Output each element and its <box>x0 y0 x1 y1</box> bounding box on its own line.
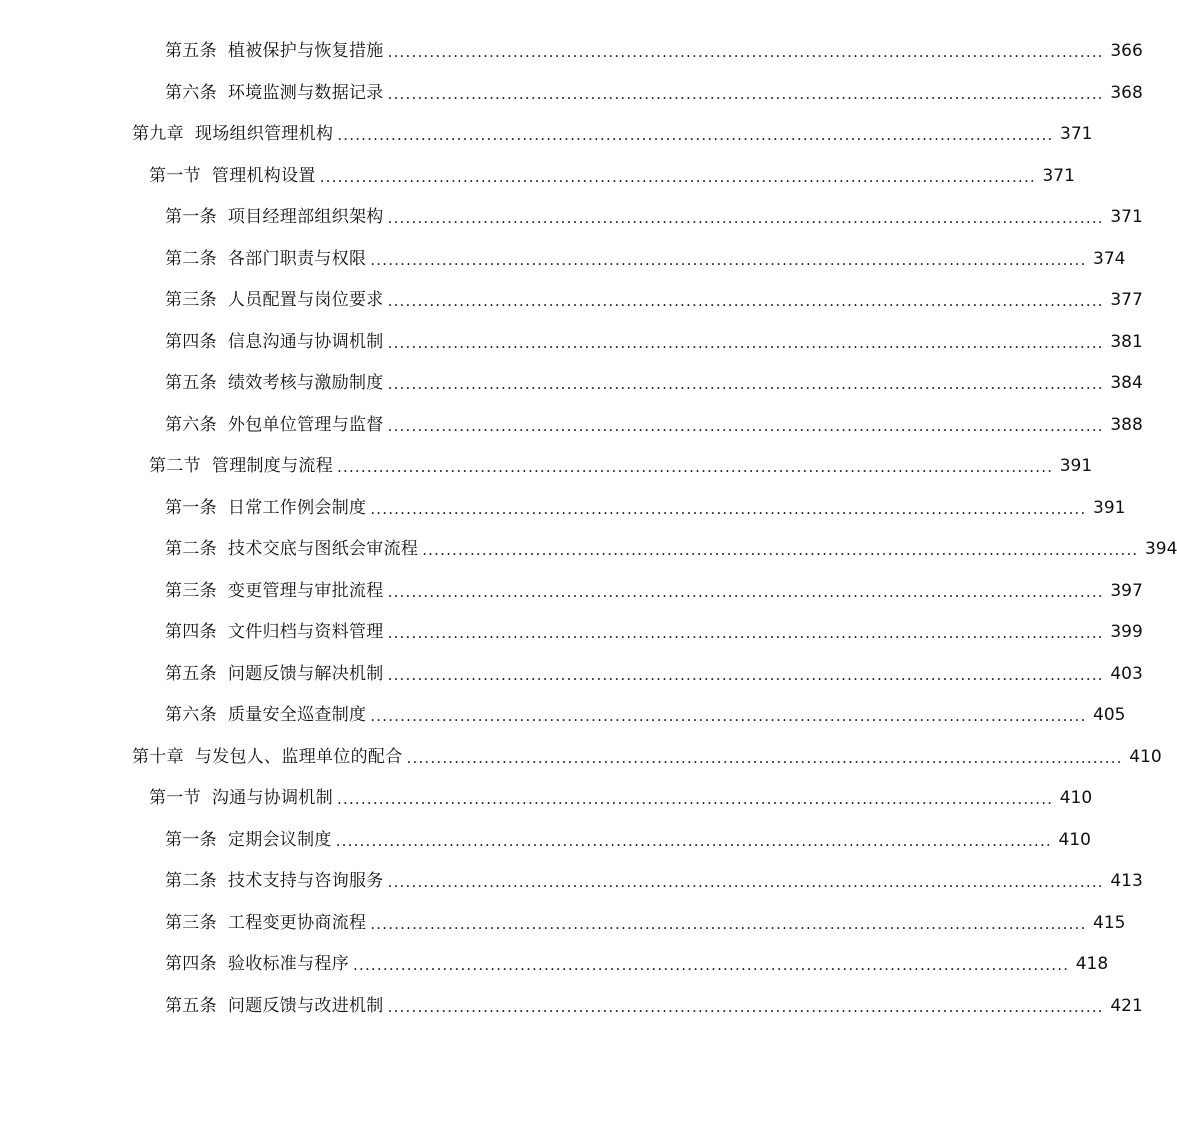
toc-entry-label <box>165 624 384 641</box>
toc-dot-leader: ........................................................................................................................ <box>387 209 1104 228</box>
toc-page-number: 421 <box>1110 995 1143 1016</box>
toc-entry-label <box>132 126 333 143</box>
toc-page-number: 415 <box>1093 912 1126 933</box>
toc-entry-15[interactable] <box>0 612 1143 654</box>
toc-entry-4[interactable] <box>0 156 1075 198</box>
toc-page-number: 377 <box>1110 290 1143 311</box>
toc-entry-13[interactable] <box>0 529 1177 571</box>
toc-entry-title: 变更管理与审批流程 <box>227 580 384 601</box>
toc-dot-leader: ........................................................................................................................ <box>387 292 1104 311</box>
toc-page-number: 388 <box>1110 414 1143 435</box>
toc-dot-leader: ........................................................................................................................ <box>387 333 1104 352</box>
toc-entry-title: 质量安全巡查制度 <box>227 705 367 726</box>
toc-entry-12[interactable] <box>0 488 1126 530</box>
toc-entry-label <box>165 331 384 352</box>
toc-dot-leader: ........................................................................................................................ <box>353 956 1070 975</box>
toc-entry-19[interactable] <box>0 778 1093 820</box>
toc-entry-7[interactable] <box>0 280 1143 322</box>
toc-entry-label <box>165 707 366 724</box>
toc-entry-8[interactable] <box>0 322 1143 364</box>
toc-entry-number: 第四条 <box>165 331 217 352</box>
toc-entry-1[interactable] <box>0 31 1143 73</box>
toc-entry-number: 第五条 <box>165 373 217 394</box>
toc-page-number: 384 <box>1110 373 1143 394</box>
toc-entry-14[interactable] <box>0 571 1143 613</box>
toc-entry-number: 第三条 <box>165 290 217 311</box>
toc-entry-number: 第二条 <box>165 539 217 560</box>
toc-page-number: 413 <box>1110 871 1143 892</box>
toc-entry-number: 第一条 <box>165 829 217 850</box>
toc-entry-number: 第九章 <box>132 124 184 145</box>
toc-entry-title: 环境监测与数据记录 <box>227 82 384 103</box>
toc-entry-title: 项目经理部组织架构 <box>227 207 384 228</box>
toc-dot-leader: ........................................................................................................................ <box>422 541 1139 560</box>
toc-page-number: 371 <box>1060 124 1093 145</box>
toc-entry-number: 第二条 <box>165 248 217 269</box>
toc-page-number: 405 <box>1093 705 1126 726</box>
toc-page-number: 397 <box>1110 580 1143 601</box>
toc-entry-label <box>165 82 384 103</box>
toc-entry-label <box>165 995 384 1016</box>
toc-page-number: 410 <box>1059 788 1093 809</box>
toc-entry-label <box>149 165 316 186</box>
toc-entry-label <box>165 43 384 60</box>
toc-entry-number: 第一条 <box>165 497 217 518</box>
toc-page-number: 410 <box>1058 829 1091 850</box>
toc-entry-title: 验收标准与程序 <box>227 954 350 975</box>
toc-dot-leader: ........................................................................................................................ <box>387 665 1104 684</box>
toc-entry-title: 绩效考核与激励制度 <box>227 373 384 394</box>
toc-entry-label <box>165 873 384 890</box>
toc-page-number: 374 <box>1093 248 1126 269</box>
toc-entry-label <box>132 746 403 767</box>
toc-entry-title: 问题反馈与解决机制 <box>227 663 384 684</box>
toc-entry-title: 定期会议制度 <box>227 829 332 850</box>
table-of-contents <box>0 31 1177 1027</box>
toc-entry-23[interactable] <box>0 944 1109 986</box>
toc-entry-label <box>165 541 418 558</box>
toc-entry-2[interactable] <box>0 73 1143 115</box>
toc-entry-21[interactable] <box>0 861 1143 903</box>
toc-dot-leader: ........................................................................................................................ <box>387 582 1104 601</box>
toc-page-number: 366 <box>1110 41 1143 62</box>
toc-entry-number: 第五条 <box>165 41 217 62</box>
toc-entry-number: 第六条 <box>165 414 217 435</box>
toc-entry-title: 管理制度与流程 <box>211 456 334 477</box>
toc-dot-leader: ........................................................................................................................ <box>337 790 1054 809</box>
toc-entry-label <box>165 912 367 933</box>
toc-entry-16[interactable] <box>0 654 1143 696</box>
toc-entry-number: 第一节 <box>149 165 201 186</box>
toc-entry-title: 日常工作例会制度 <box>227 497 367 518</box>
toc-page-number: 394 <box>1144 539 1177 560</box>
toc-dot-leader: ........................................................................................................................ <box>387 375 1104 394</box>
toc-dot-leader: ........................................................................................................................ <box>370 499 1087 518</box>
toc-page-number: 368 <box>1110 82 1143 103</box>
toc-dot-leader: ........................................................................................................................ <box>387 873 1104 892</box>
toc-dot-leader: ........................................................................................................................ <box>370 707 1087 726</box>
toc-entry-9[interactable] <box>0 363 1143 405</box>
toc-entry-18[interactable] <box>0 737 1162 779</box>
toc-page-number: 381 <box>1110 331 1143 352</box>
toc-entry-title: 外包单位管理与监督 <box>227 414 384 435</box>
toc-page-number: 391 <box>1093 497 1126 518</box>
toc-entry-number: 第二节 <box>149 456 201 477</box>
toc-entry-5[interactable] <box>0 197 1143 239</box>
toc-page-number: 399 <box>1110 622 1143 643</box>
toc-entry-title: 植被保护与恢复措施 <box>227 41 384 62</box>
toc-dot-leader: ........................................................................................................................ <box>387 416 1104 435</box>
toc-entry-title: 问题反馈与改进机制 <box>227 995 384 1016</box>
toc-entry-number: 第三条 <box>165 580 217 601</box>
toc-dot-leader: ........................................................................................................................ <box>319 167 1036 186</box>
toc-entry-label <box>165 497 367 518</box>
toc-entry-title: 人员配置与岗位要求 <box>227 290 384 311</box>
toc-dot-leader: ........................................................................................................................ <box>387 624 1104 643</box>
toc-dot-leader: ........................................................................................................................ <box>406 748 1123 767</box>
toc-dot-leader: ........................................................................................................................ <box>370 914 1087 933</box>
toc-entry-label <box>165 663 384 684</box>
toc-entry-number: 第五条 <box>165 663 217 684</box>
toc-entry-number: 第二条 <box>165 871 217 892</box>
toc-page-number: 371 <box>1042 165 1075 186</box>
toc-entry-6[interactable] <box>0 239 1126 281</box>
toc-entry-label <box>165 956 349 973</box>
toc-page-number: 410 <box>1129 746 1162 767</box>
toc-entry-title: 工程变更协商流程 <box>227 912 367 933</box>
toc-dot-leader: ........................................................................................................................ <box>387 84 1104 103</box>
toc-page-number: 418 <box>1075 954 1109 975</box>
toc-entry-label <box>165 292 384 309</box>
toc-entry-20[interactable] <box>0 820 1091 862</box>
toc-entry-number: 第三条 <box>165 912 217 933</box>
toc-entry-22[interactable] <box>0 903 1126 945</box>
toc-entry-title: 技术交底与图纸会审流程 <box>227 539 419 560</box>
toc-entry-number: 第四条 <box>165 622 217 643</box>
toc-dot-leader: ........................................................................................................................ <box>387 43 1104 62</box>
toc-entry-number: 第六条 <box>165 705 217 726</box>
toc-dot-leader: ........................................................................................................................ <box>370 250 1087 269</box>
toc-entry-label <box>165 209 384 226</box>
toc-entry-number: 第一条 <box>165 207 217 228</box>
toc-entry-title: 管理机构设置 <box>211 165 316 186</box>
toc-entry-label <box>165 414 384 435</box>
toc-entry-title: 与发包人、监理单位的配合 <box>194 746 403 767</box>
toc-entry-number: 第五条 <box>165 995 217 1016</box>
toc-entry-number: 第十章 <box>132 746 184 767</box>
toc-dot-leader: ........................................................................................................................ <box>387 997 1104 1016</box>
toc-entry-title: 各部门职责与权限 <box>227 248 367 269</box>
toc-dot-leader: ........................................................................................................................ <box>337 126 1054 145</box>
toc-entry-title: 现场组织管理机构 <box>194 124 334 145</box>
toc-dot-leader: ........................................................................................................................ <box>335 831 1052 850</box>
toc-entry-label <box>165 375 384 392</box>
toc-entry-10[interactable] <box>0 405 1143 447</box>
toc-page-number: 403 <box>1110 663 1143 684</box>
toc-entry-24[interactable] <box>0 986 1143 1028</box>
toc-entry-title: 信息沟通与协调机制 <box>227 331 384 352</box>
toc-entry-number: 第六条 <box>165 82 217 103</box>
toc-entry-label <box>165 580 384 601</box>
toc-page-number: 371 <box>1110 207 1143 228</box>
toc-entry-number: 第一节 <box>149 788 201 809</box>
toc-entry-3[interactable] <box>0 114 1093 156</box>
toc-entry-label <box>149 790 333 807</box>
toc-entry-title: 技术支持与咨询服务 <box>227 871 384 892</box>
toc-entry-17[interactable] <box>0 695 1126 737</box>
toc-entry-title: 沟通与协调机制 <box>211 788 334 809</box>
toc-entry-label <box>165 829 332 850</box>
toc-page-number: 391 <box>1059 456 1093 477</box>
toc-entry-label <box>165 248 367 269</box>
toc-entry-11[interactable] <box>0 446 1093 488</box>
toc-entry-title: 文件归档与资料管理 <box>227 622 384 643</box>
toc-entry-number: 第四条 <box>165 954 217 975</box>
toc-entry-label <box>149 458 333 475</box>
toc-dot-leader: ........................................................................................................................ <box>337 458 1054 477</box>
